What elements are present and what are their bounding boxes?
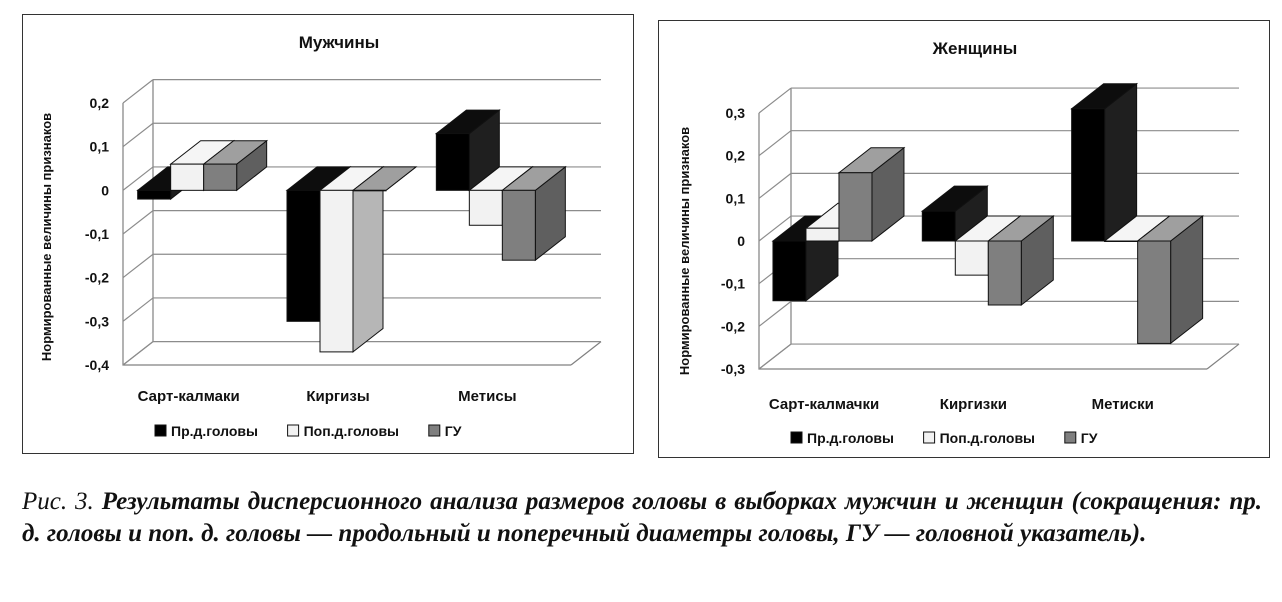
y-tick-label: -0,1 [84,226,109,242]
gridline-side [123,80,153,103]
bar-front [353,190,386,191]
bar [1072,84,1137,241]
bar-front [502,190,535,260]
bar-front [204,164,237,190]
bar-side [1105,84,1137,241]
bar-front [469,190,502,225]
bar-front [320,190,353,352]
bar-front [955,241,988,275]
bar [1138,216,1203,343]
legend-label: ГУ [444,423,462,439]
gridline-side [759,131,791,156]
gridline-side [123,123,153,146]
chart-panel-women [658,20,1270,458]
legend-label: Пр.д.головы [171,423,258,439]
legend-swatch [429,425,440,436]
y-axis-label: Нормированные величины признаков [677,126,692,376]
category-label: Метисы [458,388,517,405]
gridline-side [123,211,153,234]
figure-caption-text: Результаты дисперсионного анализа размеров головы в выборках мужчин и женщин (сокращения: пр. д. головы и поп. д. головы — продольный и поперечный диаметры головы, ГУ — головной указатель). [22,488,1263,547]
y-axis-label: Нормированные величины признаков [39,112,54,362]
chart-panel-men [22,14,634,454]
bar-front [287,190,320,321]
y-tick-label: 0 [101,182,109,199]
legend-swatch [791,432,802,443]
y-tick-label: 0,1 [725,190,745,207]
category-label: Сарт-калмачки [768,396,880,413]
bar-front [806,228,839,241]
bar-side [353,167,383,352]
legend-label: Пр.д.головы [807,430,894,446]
bar-front [988,241,1021,305]
chart-women [659,21,1271,459]
chart-men [23,15,635,455]
bar-front [839,173,872,241]
y-tick-label: 0 [737,233,745,249]
category-label: Метиски [1091,396,1154,413]
category-label: Киргизы [306,388,370,405]
legend-label: ГУ [1080,430,1098,446]
bar-front [1072,109,1105,241]
bar-front [1138,241,1171,343]
legend-swatch [1065,432,1076,443]
bar-front [171,164,204,190]
gridline-side [759,88,791,113]
legend-label: Поп.д.головы [303,423,400,439]
floor-edge-right [1207,344,1239,369]
gridline-side [123,342,153,365]
y-tick-label: -0,4 [84,357,109,373]
legend-swatch [288,425,299,436]
y-tick-label: -0,3 [84,313,109,330]
bar-front [436,134,469,191]
figure-label: Рис. 3. [22,488,94,515]
bar-front [773,241,806,301]
y-tick-label: 0,3 [725,105,745,121]
gridline-side [759,301,791,326]
y-tick-label: -0,2 [84,269,109,286]
y-tick-label: -0,2 [720,318,745,335]
legend-swatch [924,432,935,443]
category-label: Киргизки [939,396,1008,413]
legend-label: Поп.д.головы [939,430,1036,446]
legend-swatch [155,425,166,436]
y-tick-label: -0,3 [720,361,745,377]
floor-edge-right [571,342,601,365]
bar [320,167,383,352]
bar [839,148,904,241]
figure-caption [22,486,1262,550]
bar-front [922,211,955,241]
gridline-side [759,344,791,369]
chart-title: Мужчины [298,33,380,52]
category-label: Сарт-калмаки [137,388,240,405]
y-tick-label: -0,1 [720,275,745,292]
y-tick-label: 0,2 [89,95,109,111]
y-tick-label: 0,2 [725,147,745,164]
gridline-side [123,298,153,321]
y-tick-label: 0,1 [89,138,109,155]
bar-front [1105,241,1138,242]
gridline-side [759,173,791,198]
chart-title: Женщины [932,39,1018,58]
gridline-side [123,254,153,277]
bar-front [138,190,171,199]
